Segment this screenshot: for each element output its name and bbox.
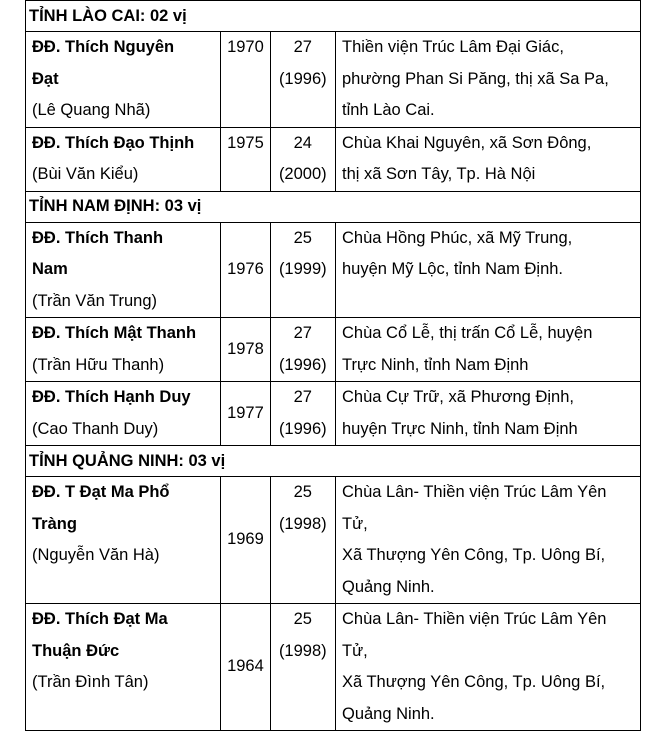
- table-row: [26, 604, 641, 731]
- monk-registry-document: [25, 0, 641, 731]
- secular-name: (Nguyễn Văn Hà): [32, 546, 160, 564]
- birth-year-cell: [221, 477, 270, 604]
- monk-name-cell: [26, 222, 221, 318]
- ordination-year: (1998): [278, 514, 327, 533]
- birth-year: 1978: [227, 339, 264, 358]
- registry-table-body: [26, 1, 641, 731]
- age: 24: [293, 133, 312, 152]
- table-row: [26, 222, 641, 318]
- birth-year-cell: [221, 32, 270, 128]
- address-line: Xã Thượng Yên Công, Tp. Uông Bí,: [342, 673, 606, 691]
- ordination-year: (1998): [278, 641, 327, 660]
- address-cell: [336, 32, 641, 128]
- address-line: Xã Thượng Yên Công, Tp. Uông Bí,: [342, 546, 606, 564]
- dharma-name-line: Tràng: [32, 514, 77, 533]
- dharma-name-line: ĐĐ. T Đạt Ma Phổ: [32, 483, 170, 501]
- section-title: TỈNH LÀO CAI: 02 vị: [26, 1, 641, 32]
- dharma-name-line: ĐĐ. Thích Nguyên: [32, 38, 175, 56]
- age: 27: [293, 388, 312, 406]
- address-line: tỉnh Lào Cai.: [342, 101, 435, 119]
- address-line: Thiền viện Trúc Lâm Đại Giác,: [342, 38, 564, 56]
- ordination-year: (1996): [278, 419, 327, 438]
- address-line: Chùa Cổ Lễ, thị trấn Cổ Lễ, huyện: [342, 324, 593, 342]
- monk-name-cell: [26, 32, 221, 128]
- address-cell: [336, 604, 641, 731]
- birth-year-cell: [221, 127, 270, 191]
- address-line: thị xã Sơn Tây, Tp. Hà Nội: [342, 165, 536, 183]
- dharma-name-line: Thuận Đức: [32, 641, 120, 660]
- age: 25: [293, 483, 312, 501]
- address-line: Trực Ninh, tỉnh Nam Định: [342, 355, 529, 374]
- secular-name: (Lê Quang Nhã): [32, 101, 151, 119]
- address-line: Chùa Lân- Thiền viện Trúc Lâm Yên: [342, 483, 607, 501]
- birth-year-cell: [221, 318, 270, 382]
- table-row: [26, 318, 641, 382]
- address-line: Chùa Cự Trữ, xã Phương Định,: [342, 388, 574, 406]
- age: 27: [293, 38, 312, 56]
- address-cell: [336, 222, 641, 318]
- dharma-name-line: ĐĐ. Thích Hạnh Duy: [32, 388, 191, 406]
- birth-year: 1969: [227, 530, 264, 549]
- secular-name: (Bùi Văn Kiểu): [32, 165, 139, 183]
- secular-name: (Trần Đình Tân): [32, 673, 149, 691]
- address-line: Chùa Khai Nguyên, xã Sơn Đông,: [342, 133, 592, 152]
- age-ordination-cell: [270, 222, 335, 318]
- secular-name: (Trần Hữu Thanh): [32, 355, 165, 374]
- ordination-year: (2000): [278, 165, 327, 183]
- birth-year-cell: [221, 222, 270, 318]
- birth-year: 1976: [227, 260, 264, 278]
- address-line: Quảng Ninh.: [342, 577, 435, 596]
- address-cell: [336, 318, 641, 382]
- address-line: Chùa Hồng Phúc, xã Mỹ Trung,: [342, 228, 573, 247]
- monk-name-cell: [26, 127, 221, 191]
- table-row: [26, 477, 641, 604]
- age: 25: [293, 610, 312, 628]
- table-row: [26, 127, 641, 191]
- section-title: TỈNH NAM ĐỊNH: 03 vị: [26, 191, 641, 222]
- monk-name-cell: [26, 318, 221, 382]
- address-cell: [336, 382, 641, 446]
- birth-year: 1975: [227, 133, 264, 152]
- dharma-name-line: ĐĐ. Thích Đạt Ma: [32, 610, 168, 628]
- age-ordination-cell: [270, 604, 335, 731]
- section-header: [26, 1, 641, 32]
- ordination-year: (1999): [278, 260, 327, 278]
- monk-registry-table: [25, 0, 641, 731]
- section-header: [26, 446, 641, 477]
- ordination-year: (1996): [278, 355, 327, 374]
- dharma-name-line: ĐĐ. Thích Đạo Thịnh: [32, 133, 195, 152]
- address-cell: [336, 127, 641, 191]
- section-title: TỈNH QUẢNG NINH: 03 vị: [26, 446, 641, 477]
- birth-year-cell: [221, 604, 270, 731]
- dharma-name-line: Đạt: [32, 69, 59, 88]
- ordination-year: (1996): [278, 69, 327, 88]
- monk-name-cell: [26, 604, 221, 731]
- age-ordination-cell: [270, 382, 335, 446]
- address-line: Quảng Ninh.: [342, 704, 435, 723]
- age: 27: [293, 324, 312, 342]
- address-line: huyện Trực Ninh, tỉnh Nam Định: [342, 419, 578, 438]
- birth-year: 1964: [227, 657, 264, 676]
- secular-name: (Trần Văn Trung): [32, 291, 158, 310]
- age-ordination-cell: [270, 318, 335, 382]
- address-cell: [336, 477, 641, 604]
- address-line: Chùa Lân- Thiền viện Trúc Lâm Yên: [342, 610, 607, 628]
- address-line: Tử,: [342, 514, 368, 533]
- address-line: Tử,: [342, 641, 368, 660]
- birth-year: 1970: [227, 38, 264, 56]
- dharma-name-line: ĐĐ. Thích Thanh: [32, 228, 164, 247]
- dharma-name-line: ĐĐ. Thích Mật Thanh: [32, 324, 197, 342]
- age-ordination-cell: [270, 477, 335, 604]
- monk-name-cell: [26, 477, 221, 604]
- monk-name-cell: [26, 382, 221, 446]
- address-line: huyện Mỹ Lộc, tỉnh Nam Định.: [342, 260, 564, 278]
- secular-name: (Cao Thanh Duy): [32, 419, 159, 438]
- age-ordination-cell: [270, 127, 335, 191]
- age-ordination-cell: [270, 32, 335, 128]
- table-row: [26, 32, 641, 128]
- table-row: [26, 382, 641, 446]
- age: 25: [293, 228, 312, 247]
- address-line: phường Phan Si Păng, thị xã Sa Pa,: [342, 69, 609, 88]
- dharma-name-line: Nam: [32, 260, 68, 278]
- birth-year-cell: [221, 382, 270, 446]
- section-header: [26, 191, 641, 222]
- birth-year: 1977: [227, 403, 264, 422]
